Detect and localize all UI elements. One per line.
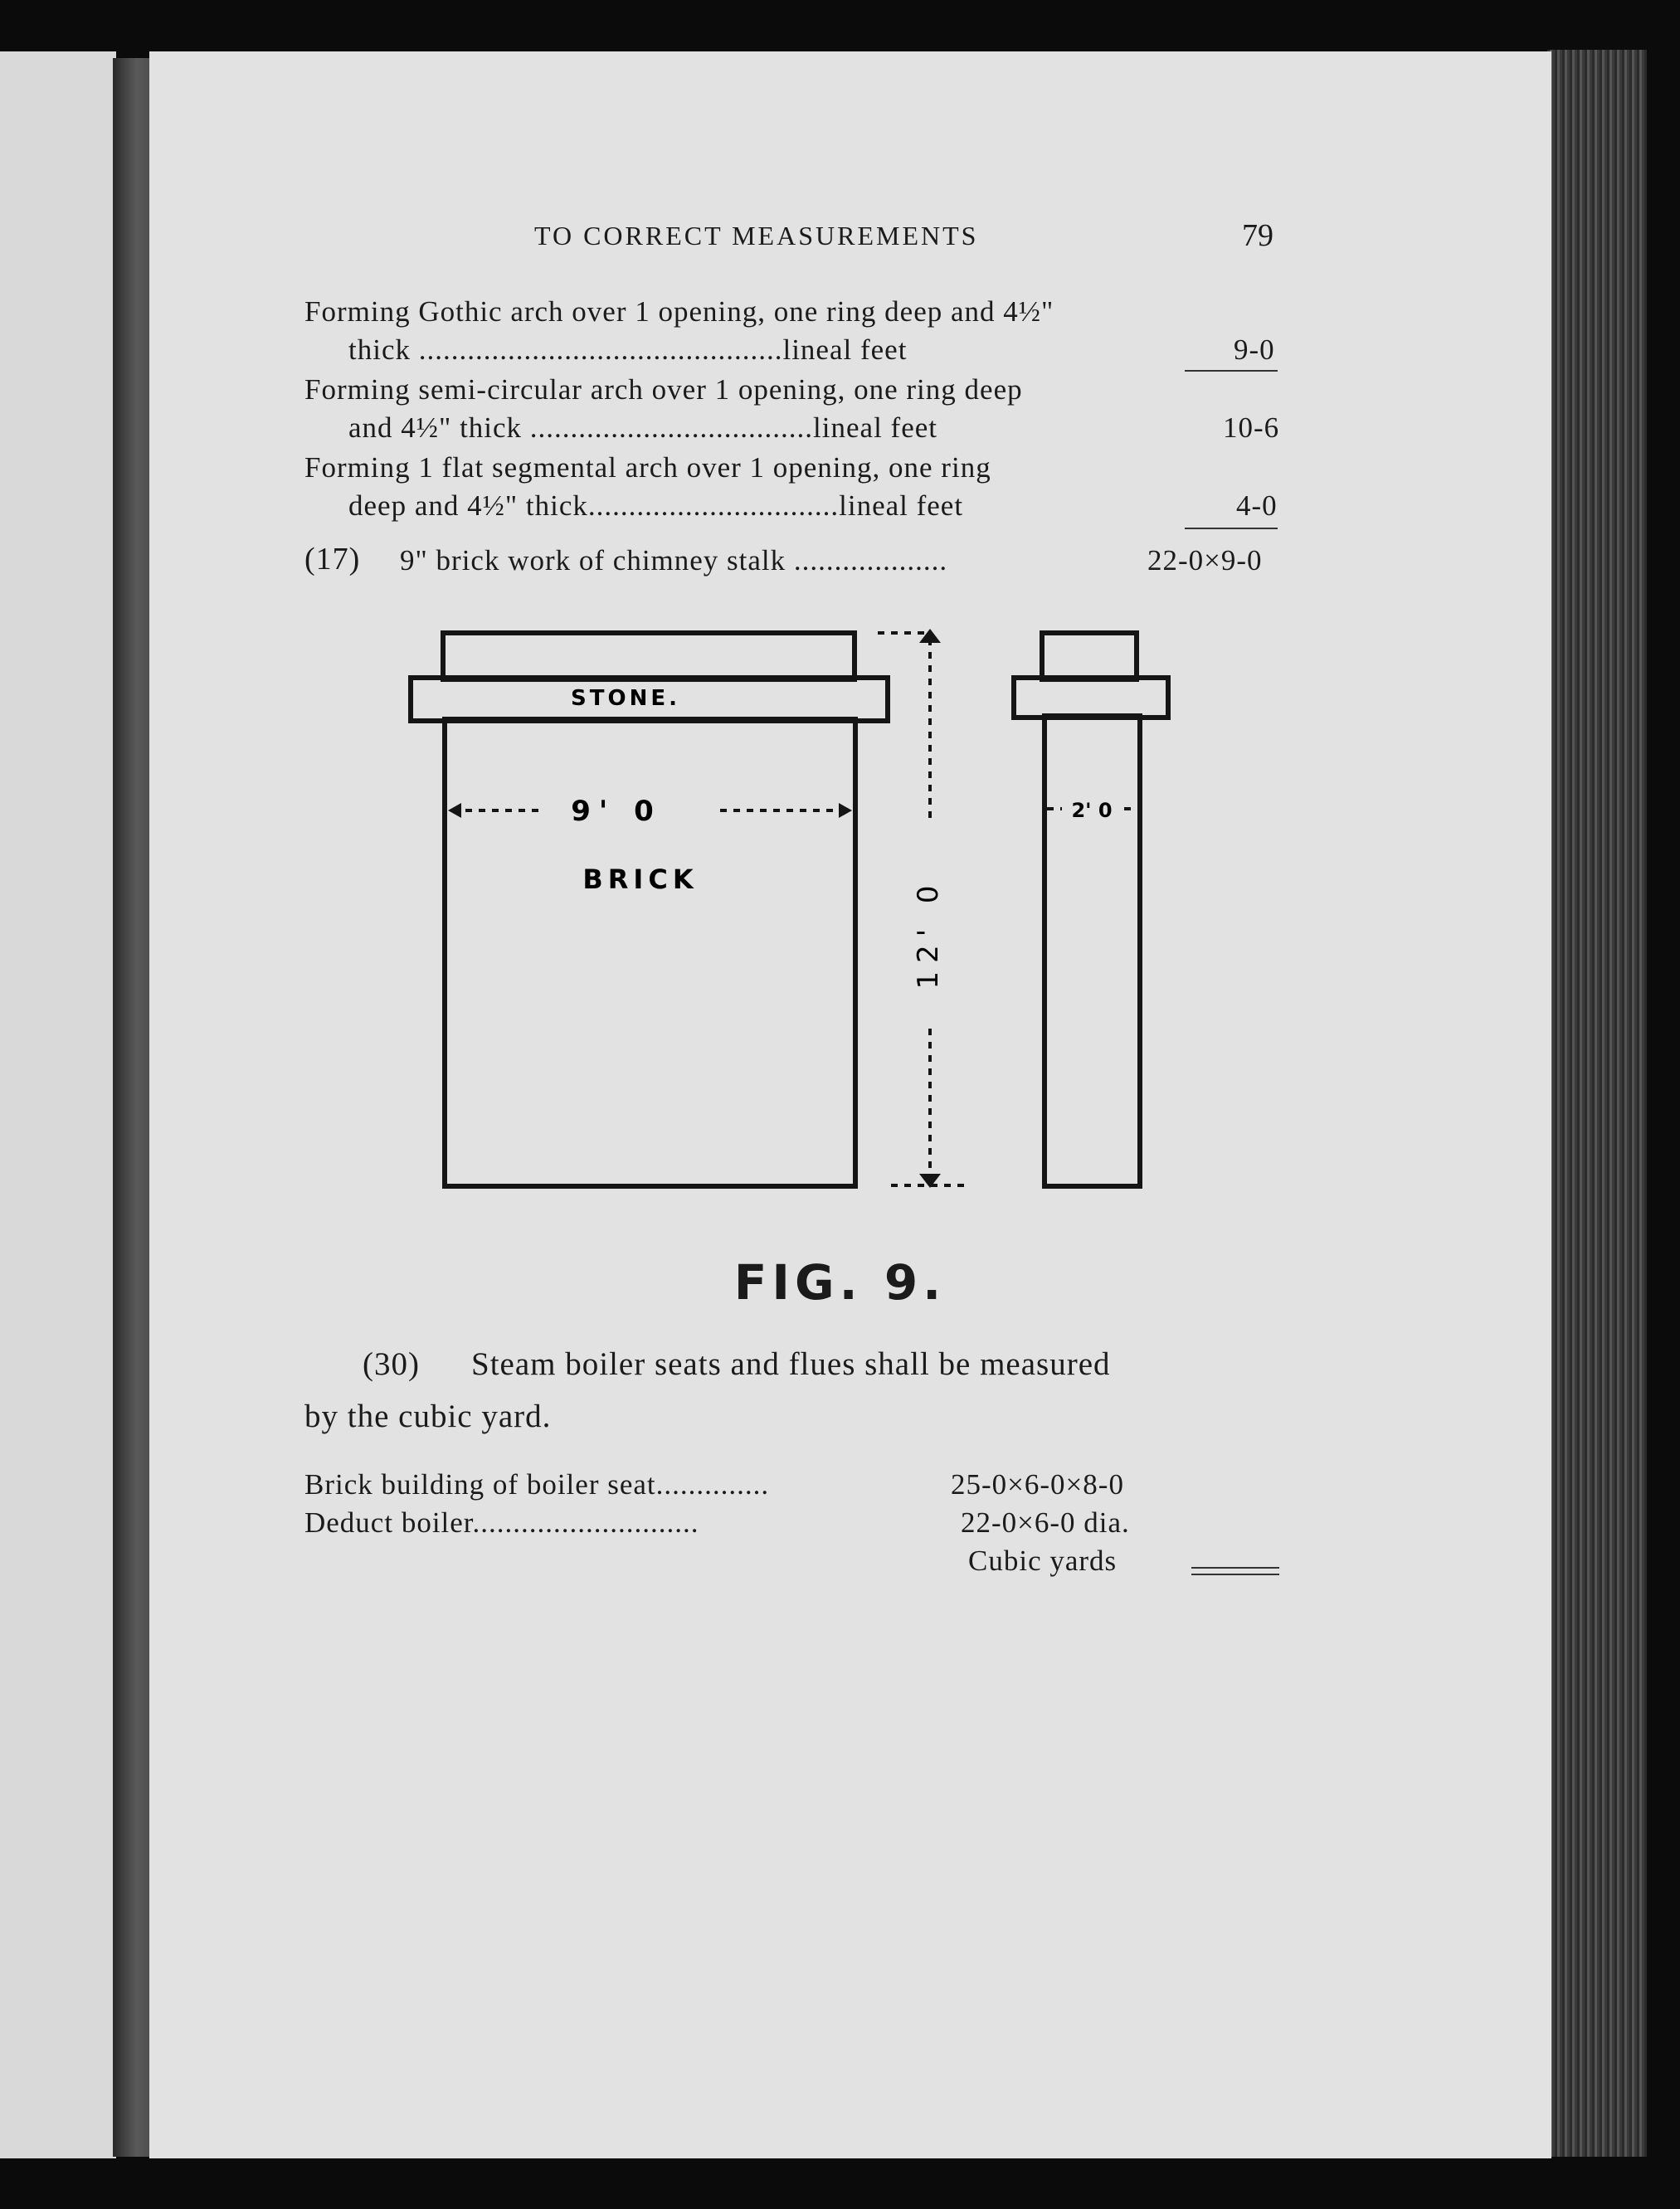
item-17-amount: 22-0×9-0 (1147, 544, 1263, 577)
item-30-line1: Steam boiler seats and flues shall be measured (471, 1346, 1111, 1382)
entry-segmental-arch-line1: Forming 1 flat segmental arch over 1 opening, one ring (304, 451, 991, 484)
calc-boiler-seat-value: 25-0×6-0×8-0 (951, 1468, 1124, 1501)
total-rule-double (1191, 1574, 1279, 1575)
side-brick-body (1045, 716, 1140, 1186)
calc-boiler-seat-label: Brick building of boiler seat.............. (304, 1468, 770, 1501)
entry-semicircular-arch-line2: and 4½" thick ...................................lineal feet (348, 411, 937, 444)
item-17-number: (17) (304, 542, 361, 577)
item-30-number: (30) (363, 1346, 420, 1382)
entry-gothic-arch-amount: 9-0 (1234, 333, 1275, 366)
item-17-text: 9" brick work of chimney stalk ................... (400, 544, 948, 577)
calc-deduct-boiler-value: 22-0×6-0 dia. (961, 1506, 1130, 1539)
entry-gothic-arch-line2: thick .............................................lineal feet (348, 333, 908, 366)
entry-segmental-arch-amount: 4-0 (1236, 489, 1278, 522)
height-dimension: 12' 0 (912, 877, 945, 990)
stone-label: STONE. (571, 686, 680, 711)
running-title: TO CORRECT MEASUREMENTS (534, 221, 979, 251)
side-stone-slab (1014, 678, 1168, 718)
chimney-cap-top (443, 633, 855, 679)
depth-dimension: 2' 0 (1071, 799, 1113, 822)
brick-label: BRICK (582, 864, 699, 895)
side-cap-top (1042, 633, 1137, 679)
total-label: Cubic yards (968, 1545, 1118, 1577)
total-rule (1191, 1567, 1279, 1569)
item-30-line2: by the cubic yard. (304, 1399, 552, 1434)
entry-semicircular-arch-line1: Forming semi-circular arch over 1 opening, one ring deep (304, 373, 1023, 406)
page-number: 79 (1242, 218, 1273, 253)
entry-semicircular-arch-amount: 10-6 (1223, 411, 1280, 444)
entry-segmental-arch-line2: deep and 4½" thick...............................lineal feet (348, 489, 964, 522)
width-dimension: 9' 0 (571, 795, 662, 828)
figure-caption: FIG. 9. (733, 1254, 947, 1311)
brick-body (445, 719, 855, 1186)
entry-gothic-arch-line1: Forming Gothic arch over 1 opening, one ring deep and 4½" (304, 295, 1054, 328)
calc-deduct-boiler-label: Deduct boiler............................ (304, 1506, 699, 1539)
